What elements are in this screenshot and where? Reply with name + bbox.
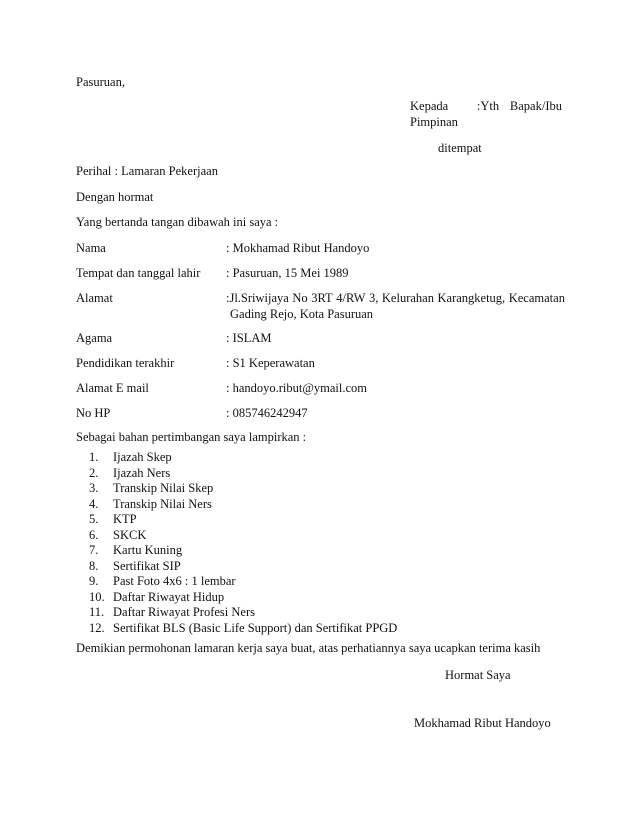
list-item-number: 8. (89, 558, 99, 573)
list-item (89, 543, 397, 559)
list-item (89, 558, 397, 575)
name-value: : Mokhamad Ribut Handoyo (226, 241, 370, 255)
list-item (89, 574, 397, 590)
list-item (89, 589, 397, 606)
attachments-list (76, 450, 397, 636)
list-item (89, 620, 398, 637)
list-item-text: Daftar Riwayat Hidup (113, 589, 225, 604)
list-item-text: Sertifikat BLS (Basic Life Support) dan Sertifikat PPGD (113, 620, 398, 635)
list-item (89, 527, 397, 544)
signature-salutation: Hormat Saya (445, 668, 511, 682)
letter-greeting: Dengan hormat (76, 190, 154, 204)
list-item-text: Sertifikat SIP (113, 558, 181, 573)
address-word: 4/RW (336, 291, 366, 305)
address-word: Karangketug, (437, 291, 506, 305)
list-item (89, 512, 397, 528)
phone-value: : 085746242947 (226, 406, 308, 420)
address-word: :Jl.Sriwijaya (226, 291, 289, 305)
list-item-text: KTP (113, 512, 137, 526)
list-item-number: 3. (89, 481, 99, 495)
education-value: : S1 Keperawatan (226, 356, 315, 370)
recipient-honorific: Bapak/Ibu (509, 99, 562, 113)
recipient-yth: :Yth (476, 99, 500, 113)
letter-place: Pasuruan, (76, 75, 125, 89)
letter-closing: Demikian permohonan lamaran kerja saya buat, atas perhatiannya saya ucapkan terima kasih (76, 641, 541, 655)
address-word: Kecamatan (508, 291, 565, 305)
list-item-number: 12. (89, 620, 105, 635)
recipient-location: ditempat (438, 141, 482, 155)
attachments-intro: Sebagai bahan pertimbangan saya lampirkan : (76, 430, 307, 444)
religion-value: : ISLAM (226, 331, 272, 345)
list-item (89, 450, 397, 466)
list-item (89, 496, 397, 513)
address-line-1 (226, 290, 565, 306)
list-item-number: 4. (89, 496, 99, 511)
address-label: Alamat (76, 291, 113, 305)
address-word: No (292, 291, 308, 305)
name-label: Nama (76, 241, 106, 255)
list-item-number: 10. (89, 589, 105, 604)
list-item-number: 6. (89, 527, 99, 542)
recipient-to-label: Kepada (410, 99, 449, 113)
phone-label: No HP (76, 406, 111, 420)
recipient-block (410, 98, 562, 130)
list-item-number: 9. (89, 574, 99, 588)
list-item-text: Past Foto 4x6 : 1 lembar (113, 574, 236, 588)
list-item (89, 481, 397, 497)
list-item-number: 11. (89, 605, 105, 619)
list-item-text: Daftar Riwayat Profesi Ners (113, 605, 255, 619)
list-item-number: 1. (89, 450, 99, 464)
list-item-text: Transkip Nilai Skep (113, 481, 214, 495)
letter-intro: Yang bertanda tangan dibawah ini saya : (76, 215, 279, 229)
list-item (89, 605, 397, 621)
email-label: Alamat E mail (76, 381, 149, 395)
list-item-text: Ijazah Skep (113, 450, 172, 464)
address-value (226, 290, 565, 322)
education-label: Pendidikan terakhir (76, 356, 175, 370)
list-item-number: 5. (89, 512, 99, 526)
list-item-text: Kartu Kuning (113, 543, 183, 557)
email-value: : handoyo.ribut@ymail.com (226, 381, 368, 395)
signature-name: Mokhamad Ribut Handoyo (414, 716, 551, 730)
recipient-title: Pimpinan (410, 115, 458, 129)
list-item-number: 7. (89, 543, 99, 557)
religion-label: Agama (76, 331, 113, 345)
list-item (89, 465, 397, 482)
address-line-2: Gading Rejo, Kota Pasuruan (230, 307, 374, 321)
list-item-text: Transkip Nilai Ners (113, 496, 212, 511)
address-word: Kelurahan (381, 291, 434, 305)
birth-value: : Pasuruan, 15 Mei 1989 (226, 266, 349, 280)
list-item-text: SKCK (113, 527, 147, 542)
birth-label: Tempat dan tanggal lahir (76, 266, 201, 280)
address-word: 3, (368, 291, 379, 305)
list-item-number: 2. (89, 465, 99, 480)
letter-subject: Perihal : Lamaran Pekerjaan (76, 164, 218, 178)
list-item-text: Ijazah Ners (113, 465, 171, 480)
address-word: 3RT (311, 291, 333, 305)
